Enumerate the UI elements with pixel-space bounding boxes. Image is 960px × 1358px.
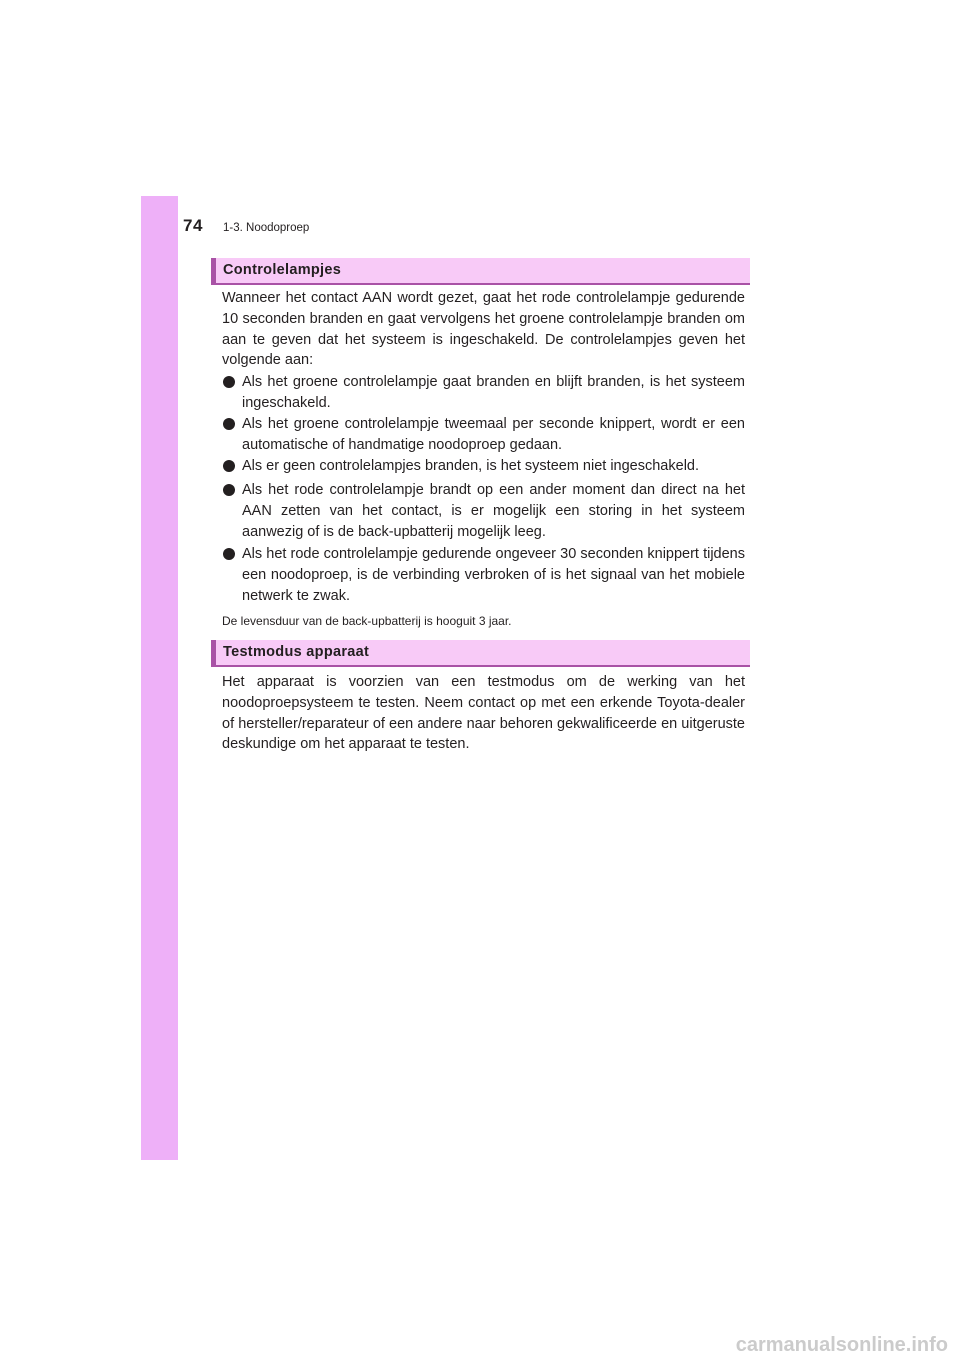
footer-watermark[interactable]: carmanualsonline.info: [735, 1334, 948, 1356]
list-item: [222, 544, 745, 606]
list-item-text: Als het groene controlelampje tweemaal per seconde knippert, wordt er een automatische of handmatige noodoproep gedaan.: [242, 416, 745, 453]
page-number: 74: [183, 216, 203, 235]
bullet-icon: [223, 460, 235, 472]
battery-note: De levensduur van de back-upbatterij is hooguit 3 jaar.: [222, 614, 512, 628]
intro-paragraph: Wanneer het contact AAN wordt gezet, gaat het rode controlelampje gedurende 10 seconden branden en gaat vervolgens het groene controlelampje branden om aan te geven dat het systeem is ingeschakeld. De controlelampjes geven het volgende aan:: [222, 290, 745, 369]
bullet-icon: [223, 376, 235, 388]
chapter-side-band: [141, 196, 178, 1160]
bullet-icon: [223, 418, 235, 430]
bullet-icon: [223, 548, 235, 560]
breadcrumb: 1-3. Noodoproep: [223, 222, 310, 234]
list-item: [222, 414, 745, 456]
list-item: [222, 480, 745, 542]
list-item-text: Als het rode controlelampje brandt op een ander moment dan direct na het AAN zetten van het contact, is er mogelijk een storing in het systeem aanwezig of is de back-upbatterij mogelijk leeg.: [242, 482, 745, 540]
list-item-text: Als er geen controlelampjes branden, is het systeem niet ingeschakeld.: [242, 458, 700, 474]
section-heading-controlelampjes: [211, 258, 750, 285]
list-item-text: Als het rode controlelampje gedurende ongeveer 30 seconden knippert tijdens een noodoproep, is de verbinding verbroken of is het signaal van het mobiele netwerk te zwak.: [242, 546, 745, 604]
list-item: [222, 372, 745, 414]
bullet-icon: [223, 484, 235, 496]
testmodus-paragraph: Het apparaat is voorzien van een testmodus om de werking van het noodoproepsysteem te testen. Neem contact op met een erkende Toyota-dealer of hersteller/reparateur of een andere naar behoren gekwalificeerde en uitgeruste deskundige om het apparaat te testen.: [222, 674, 745, 753]
list-item: [222, 456, 745, 477]
section-heading-label: Controlelampjes: [223, 262, 342, 278]
list-item-text: Als het groene controlelampje gaat branden en blijft branden, is het systeem ingeschakeld.: [242, 374, 745, 411]
section-heading-label: Testmodus apparaat: [223, 644, 370, 660]
section-heading-testmodus: [211, 640, 750, 667]
